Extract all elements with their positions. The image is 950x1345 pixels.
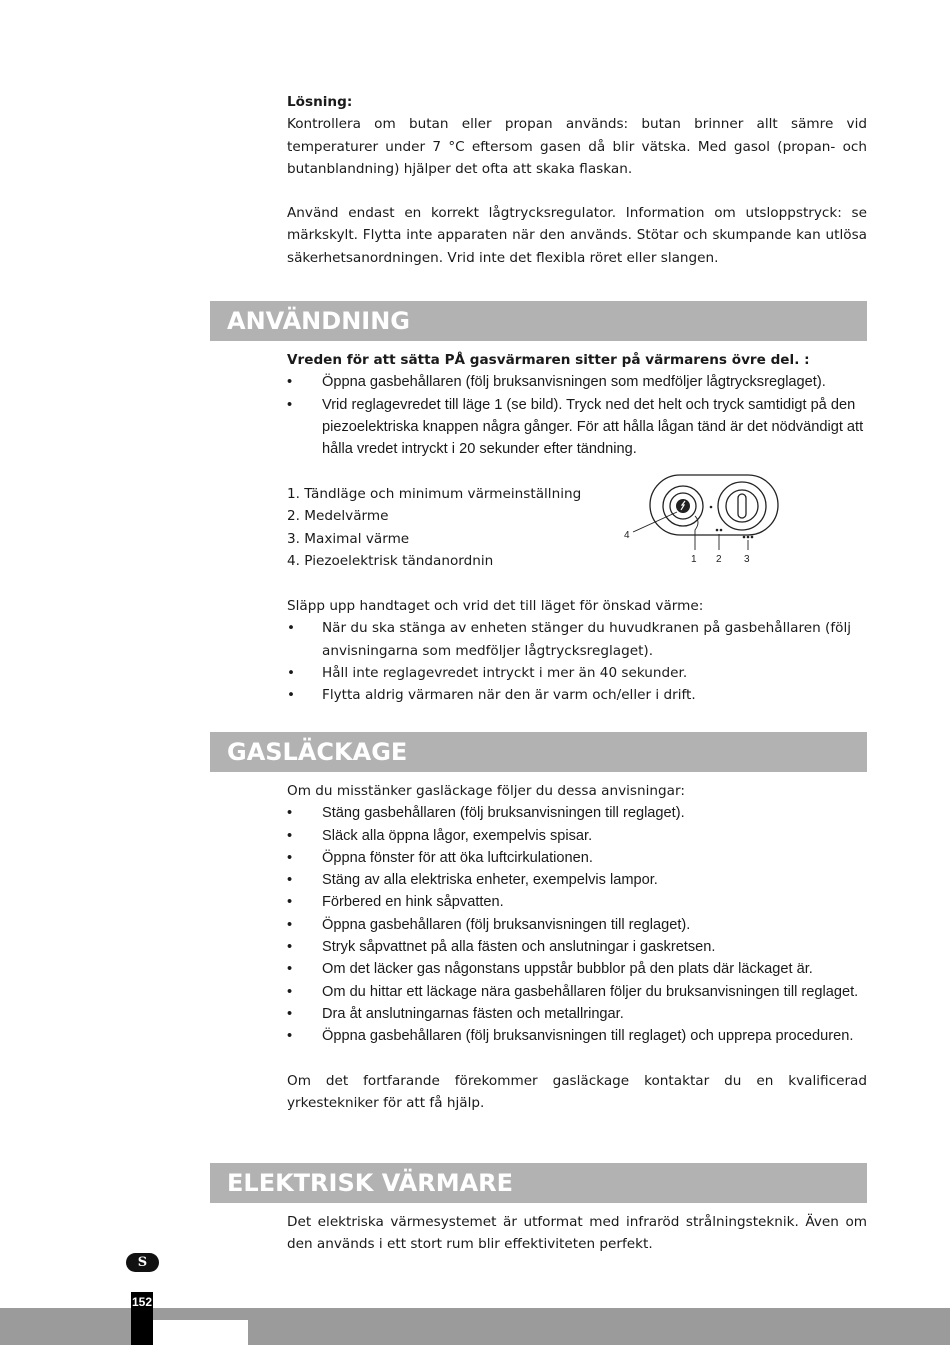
anvandning-section [287,349,867,460]
footer-white-block [153,1320,248,1345]
diagram-label-3: 3 [744,554,750,565]
gaslackage-bullets [287,802,867,1047]
control-knob-inner [726,490,758,522]
list-item: • Dra åt anslutningarnas fästen och metallringar. [287,1003,867,1025]
diagram-label-1: 1 [691,554,697,565]
section-header-elektrisk: ELEKTRISK VÄRMARE [210,1163,867,1203]
section-header-anvandning: ANVÄNDNING [210,301,867,341]
setting-item-3: 3. Maximal värme [287,530,410,547]
gaslackage-section [287,780,867,1114]
list-item: • Stäng av alla elektriska enheter, exempelvis lampor. [287,869,867,891]
position-marker-1 [710,506,713,509]
list-item: • Om det läcker gas någonstans uppstår bubblor på den plats där läckaget är. [287,958,867,980]
anvandning-lead: Vreden för att sätta PÅ gasvärmaren sitter på värmarens övre del. : [287,352,810,368]
list-item: • Stryk såpvattnet på alla fästen och anslutningar i gaskretsen. [287,936,867,958]
list-item: • Öppna gasbehållaren (följ bruksanvisningen som medföljer lågtrycksreglaget). [287,371,867,393]
section-header-gaslackage: GASLÄCKAGE [210,732,867,772]
position-marker-2 [720,529,723,532]
position-marker-3 [751,536,754,539]
release-text: Släpp upp handtaget och vrid det till läget för önskad värme: [287,598,704,614]
list-item: • Stäng gasbehållaren (följ bruksanvisningen till reglaget). [287,802,867,824]
setting-item-4: 4. Piezoelektrisk tändanordnin [287,552,494,569]
release-section [287,595,867,706]
intro-paragraph-2: Använd endast en korrekt lågtrycksregulator. Information om utsloppstryck: se märkskylt. Flytta inte apparaten när den används. Stötar och skumpande kan utlösa säkerhetsanordningen. Vrid inte det flexibla röret eller slangen. [287,205,867,266]
control-panel-outline [650,475,778,535]
anvandning-bullets [287,371,867,460]
intro-paragraph-1: Kontrollera om butan eller propan används: butan brinner allt sämre vid temperaturer under 7 °C eftersom gasen då blir vätska. Med gasol (propan- och butanblandning) hjälper det ofta att skaka flaskan. [287,116,867,177]
setting-item-1: 1. Tändläge och minimum värmeinställning [287,486,582,502]
control-knob-grip [738,494,746,518]
diagram-label-2: 2 [716,554,722,565]
list-item: • Öppna gasbehållaren (följ bruksanvisningen till reglaget) och upprepa proceduren. [287,1025,867,1047]
list-item: • Flytta aldrig värmaren när den är varm och/eller i drift. [287,684,867,706]
solution-label: Lösning: [287,94,353,110]
elektrisk-section [287,1211,867,1256]
list-item: • Öppna gasbehållaren (följ bruksanvisningen till reglaget). [287,914,867,936]
language-badge: S [126,1253,159,1272]
diagram-label-4: 4 [624,530,630,541]
control-knob-outer [718,482,766,530]
gaslackage-outro: Om det fortfarande förekommer gasläckage kontaktar du en kvalificerad yrkestekniker för att få hjälp. [287,1072,867,1111]
list-item: • Släck alla öppna lågor, exempelvis spisar. [287,825,867,847]
list-item: • När du ska stänga av enheten stänger du huvudkranen på gasbehållaren (följ anvisningarna som medföljer lågtrycksreglaget). [287,617,867,662]
list-item: • Vrid reglagevredet till läge 1 (se bild). Tryck ned det helt och tryck samtidigt på den piezoelektriska knappen några gånger. För att hålla lågan tänd är det nödvändigt att hålla vredet intryckt i 20 sekunder efter tändning. [287,394,867,461]
setting-item-2: 2. Medelvärme [287,508,389,525]
release-bullets [287,617,867,706]
list-item: • Om du hittar ett läckage nära gasbehållaren följer du bruksanvisningen till reglaget. [287,981,867,1003]
control-knob-diagram [615,470,790,570]
page-number: 152 [131,1295,153,1309]
elektrisk-paragraph: Det elektriska värmesystemet är utformat med infraröd strålningsteknik. Även om den används i ett stort rum blir effektiviteten perfekt. [287,1214,867,1253]
list-item: • Öppna fönster för att öka luftcirkulationen. [287,847,867,869]
list-item: • Förbered en hink såpvatten. [287,891,867,913]
gaslackage-lead: Om du misstänker gasläckage följer du dessa anvisningar: [287,783,685,799]
list-item: • Håll inte reglagevredet intryckt i mer än 40 sekunder. [287,662,867,684]
setting-list [287,483,597,572]
intro-section [287,91,867,269]
